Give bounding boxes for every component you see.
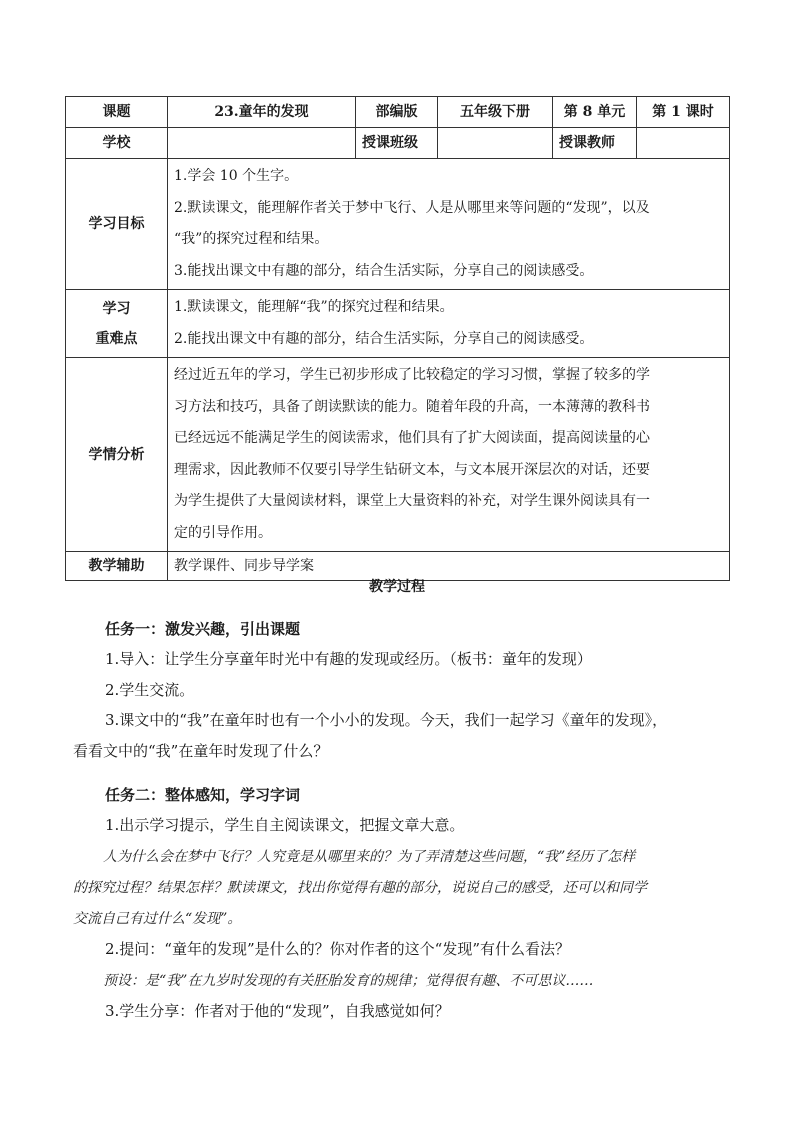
label-key-points-2: 重难点 — [95, 330, 138, 347]
task2-item: 3.学生分享：作者对于他的“发现”，自我感觉如何？ — [105, 1002, 450, 1020]
analysis-line: 定的引导作用。 — [174, 524, 272, 541]
prompt-line: 的探究过程？结果怎样？默读课文，找出你觉得有趣的部分，说说自己的感受，还可以和同学 — [73, 880, 647, 896]
lesson-title: 23.童年的发现 — [168, 97, 356, 128]
task2-item: 2.提问：“童年的发现”是什么的？你对作者的这个“发现”有什么看法？ — [105, 940, 570, 958]
unit: 第 8 单元 — [553, 97, 637, 128]
goal-line: 3.能找出课文中有趣的部分，结合生活实际，分享自己的阅读感受。 — [174, 262, 594, 279]
label-topic: 课题 — [66, 97, 168, 128]
label-goals: 学习目标 — [66, 159, 168, 290]
task2-heading: 任务二：整体感知，学习字词 — [105, 786, 301, 804]
preset-answer: 预设：是“我”在九岁时发现的有关胚胎发育的规律；觉得很有趣、不可思议…… — [103, 973, 594, 989]
process-body — [65, 0, 735, 1123]
task1-heading: 任务一：激发兴趣，引出课题 — [105, 620, 301, 638]
label-class: 授课班级 — [356, 128, 438, 159]
key-point-line: 1.默读课文，能理解“我”的探究过程和结果。 — [174, 299, 454, 315]
prompt-line: 交流自己有过什么“发现”。 — [73, 911, 242, 927]
goal-line: 1.学会 10 个生字。 — [174, 168, 299, 184]
process-title: 教学过程 — [369, 579, 425, 595]
prompt-line: 人为什么会在梦中飞行？人究竟是从哪里来的？为了弄清楚这些问题，“我”经历了怎样 — [103, 849, 636, 865]
analysis-line: 已经远远不能满足学生的阅读需求，他们具有了扩大阅读面，提高阅读量的心 — [174, 430, 650, 446]
analysis-line: 理需求，因此教师不仅要引导学生钻研文本，与文本展开深层次的对话，还要 — [174, 461, 650, 478]
aids-value: 教学课件、同步导学案 — [168, 552, 730, 581]
analysis-line: 为学生提供了大量阅读材料，课堂上大量资料的补充，对学生课外阅读具有一 — [174, 493, 650, 509]
task1-item: 看看文中的“我”在童年时发现了什么？ — [73, 742, 329, 760]
label-aids: 教学辅助 — [66, 552, 168, 581]
goal-line: 2.默读课文，能理解作者关于梦中飞行、人是从哪里来等问题的“发现”，以及 — [174, 199, 650, 216]
goal-line: “我”的探究过程和结果。 — [174, 231, 329, 247]
analysis-line: 经过近五年的学习，学生已初步形成了比较稳定的学习习惯，掌握了较多的学 — [174, 367, 650, 383]
task1-item: 1.导入：让学生分享童年时光中有趣的发现或经历。（板书：童年的发现） — [105, 650, 592, 668]
task2-item: 1.出示学习提示，学生自主阅读课文，把握文章大意。 — [105, 816, 465, 834]
label-teacher: 授课教师 — [553, 128, 637, 159]
grade: 五年级下册 — [438, 97, 553, 128]
label-analysis: 学情分析 — [66, 358, 168, 552]
label-school: 学校 — [66, 128, 168, 159]
label-key-points-1: 学习 — [102, 300, 131, 317]
edition: 部编版 — [356, 97, 438, 128]
key-point-line: 2.能找出课文中有趣的部分，结合生活实际，分享自己的阅读感受。 — [174, 330, 594, 347]
task1-item: 2.学生交流。 — [105, 681, 195, 699]
lesson-number: 第 1 课时 — [637, 97, 730, 128]
analysis-line: 习方法和技巧，具备了朗读默读的能力。随着年段的升高，一本薄薄的教科书 — [174, 398, 650, 415]
task1-item: 3.课文中的“我”在童年时也有一个小小的发现。今天，我们一起学习《童年的发现》， — [105, 711, 668, 729]
